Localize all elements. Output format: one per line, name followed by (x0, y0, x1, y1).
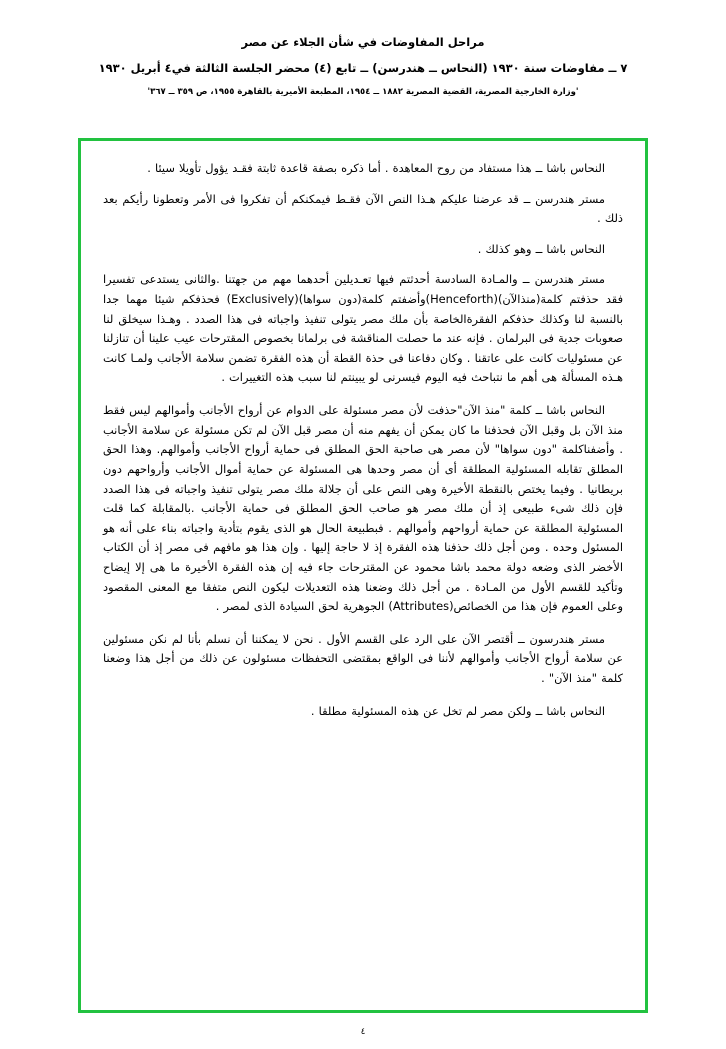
document-subtitle: ٧ ــ مفاوضات سنة ١٩٣٠ (النحاس ــ هندرسن) ــ تابع (٤) محضر الجلسة الثالثة في٤ أبريل ١٩٣٠ (98, 61, 628, 76)
page-header (0, 0, 726, 98)
document-source-note: 'وزارة الخارجية المصرية، القضية المصرية ١٨٨٢ ــ ١٩٥٤، المطبعة الأميرية بالقاهرة ١٩٥٥، ص ٣٥٩ ــ ٣٦٧' (147, 86, 579, 97)
content-body (81, 141, 645, 1010)
document-title: مراحل المفاوضات في شأن الجلاء عن مصر (241, 35, 485, 49)
page-number: ٤ (360, 1027, 366, 1037)
paragraph: مستر هندرسن ــ والمـادة السادسة أحدثتم فيها تعـديلين أحدهما مهم من جهتنا .والثانى يستدعى تفسيرا فقد حذفتم كلمة(منذالآن)(Henceforth)وأضفتم كلمة(دون سواها)(Exclusively) فحذفكم شيئا مهما جدا بالنسبة لنا وكذلك حذفكم الفقرةالخاصة بأن ملك مصر يتولى تنفيذ واجباته فى هذا الصدد . وهـذا سيخلق لنا صعوبات جدية فى البرلمان . فإنه عند ما حصلت المناقشة فى برلمانا بخصوص المقترحات عيب علينا أن تنازلنا عن مسئوليات كانت على عاتقنا . وكان دفاعنا فى حذة القطة أن هذه الفقرة تضمن سلامة الأجانب ولمـا كانت هـذه المسألة هى أهم ما نتباحث فيه اليوم فيسرنى لو يبينتم لنا سبب هذه التغييرات . (103, 272, 624, 385)
paragraph: النحاس باشا ــ ولكن مصر لم تخل عن هذه المسئولية مطلقا . (310, 703, 605, 718)
paragraph: النحاس باشا ــ وهو كذلك . (477, 241, 605, 256)
content-frame (78, 138, 648, 1013)
paragraph: مستر هندرسون ــ أقتصر الآن على الرد على القسم الأول . نحن لا يمكننا أن نسلم بأنا لم نكن مسئولين عن سلامة أرواح الأجانب وأموالهم لأننا فى الواقع بمقتضى التحفظات مسئولون عن ذلك من أجل هذا وضعنا كلمة "منذ الآن" . (103, 631, 623, 686)
paragraph: مستر هندرسن ــ قد عرضنا عليكم هـذا النص الآن فقـط فيمكنكم أن تفكروا فى الأمر وتعطونا رأيكم بعد ذلك . (103, 191, 623, 226)
paragraph: النحاس باشا ــ كلمة "منذ الآن"حذفت لأن مصر مسئولة على الدوام عن أرواح الأجانب وأموالهم ليس فقط منذ الآن بل وقبل الآن فحذفنا ما كان يمكن أن يفهم منه أن مصر قبل الآن لم تكن مسئولة عن سلامة الأجانب . وأضفناكلمة "دون سواها" لأن مصر هى صاحبة الحق المطلق فى حماية أرواح الأجانب وأموالهم. وهذا الحق المطلق تقابله المسئولية المطلقة أى أن مصر وحدها هى المسئولة عن حماية أموال الأجانب وأرواحهم دون بريطانيا . وفيما يختص بالنقطة الأخيرة وهى النص على أن جلالة ملك مصر يتولى تنفيذ واجباته فى هذا الصدد فإن ذلك شىء طبيعى إذ أن ملك مصر هو صاحب الحق المطلق فى حماية الأجانب .بالمقابلة كما قلت المسئولية المطلقة عن حماية أرواحهم وأموالهم . فبطبيعة الحال هو الذى يقوم بتأدية واجباته بناء على أنه هو المسئول وحده . ومن أجل ذلك حذفنا هذه الفقرة إذ لا حاجة إليها . وإن هذا هو مافهم فى مصر إذ أن الكتاب الأخضر الذى وضعه دولة محمد باشا محمود عن المقترحات جاء فيه إن هذه الفقرة الأخيرة ما هى إلا إيضاح وتأكيد للقسم الأول من المـادة . من أجل ذلك وضعنا هذه التعديلات ليكون النص متفقا مع المعنى المقصود وعلى العموم فإن هذا من الخصائص(Attributes) الجوهرية لحق السيادة الذى لمصر . (103, 403, 623, 614)
paragraph: النحاس باشا ــ هذا مستفاد من روح المعاهدة . أما ذكره بصفة قاعدة ثابتة فقـد يؤول تأويلا سيئا . (147, 161, 605, 175)
